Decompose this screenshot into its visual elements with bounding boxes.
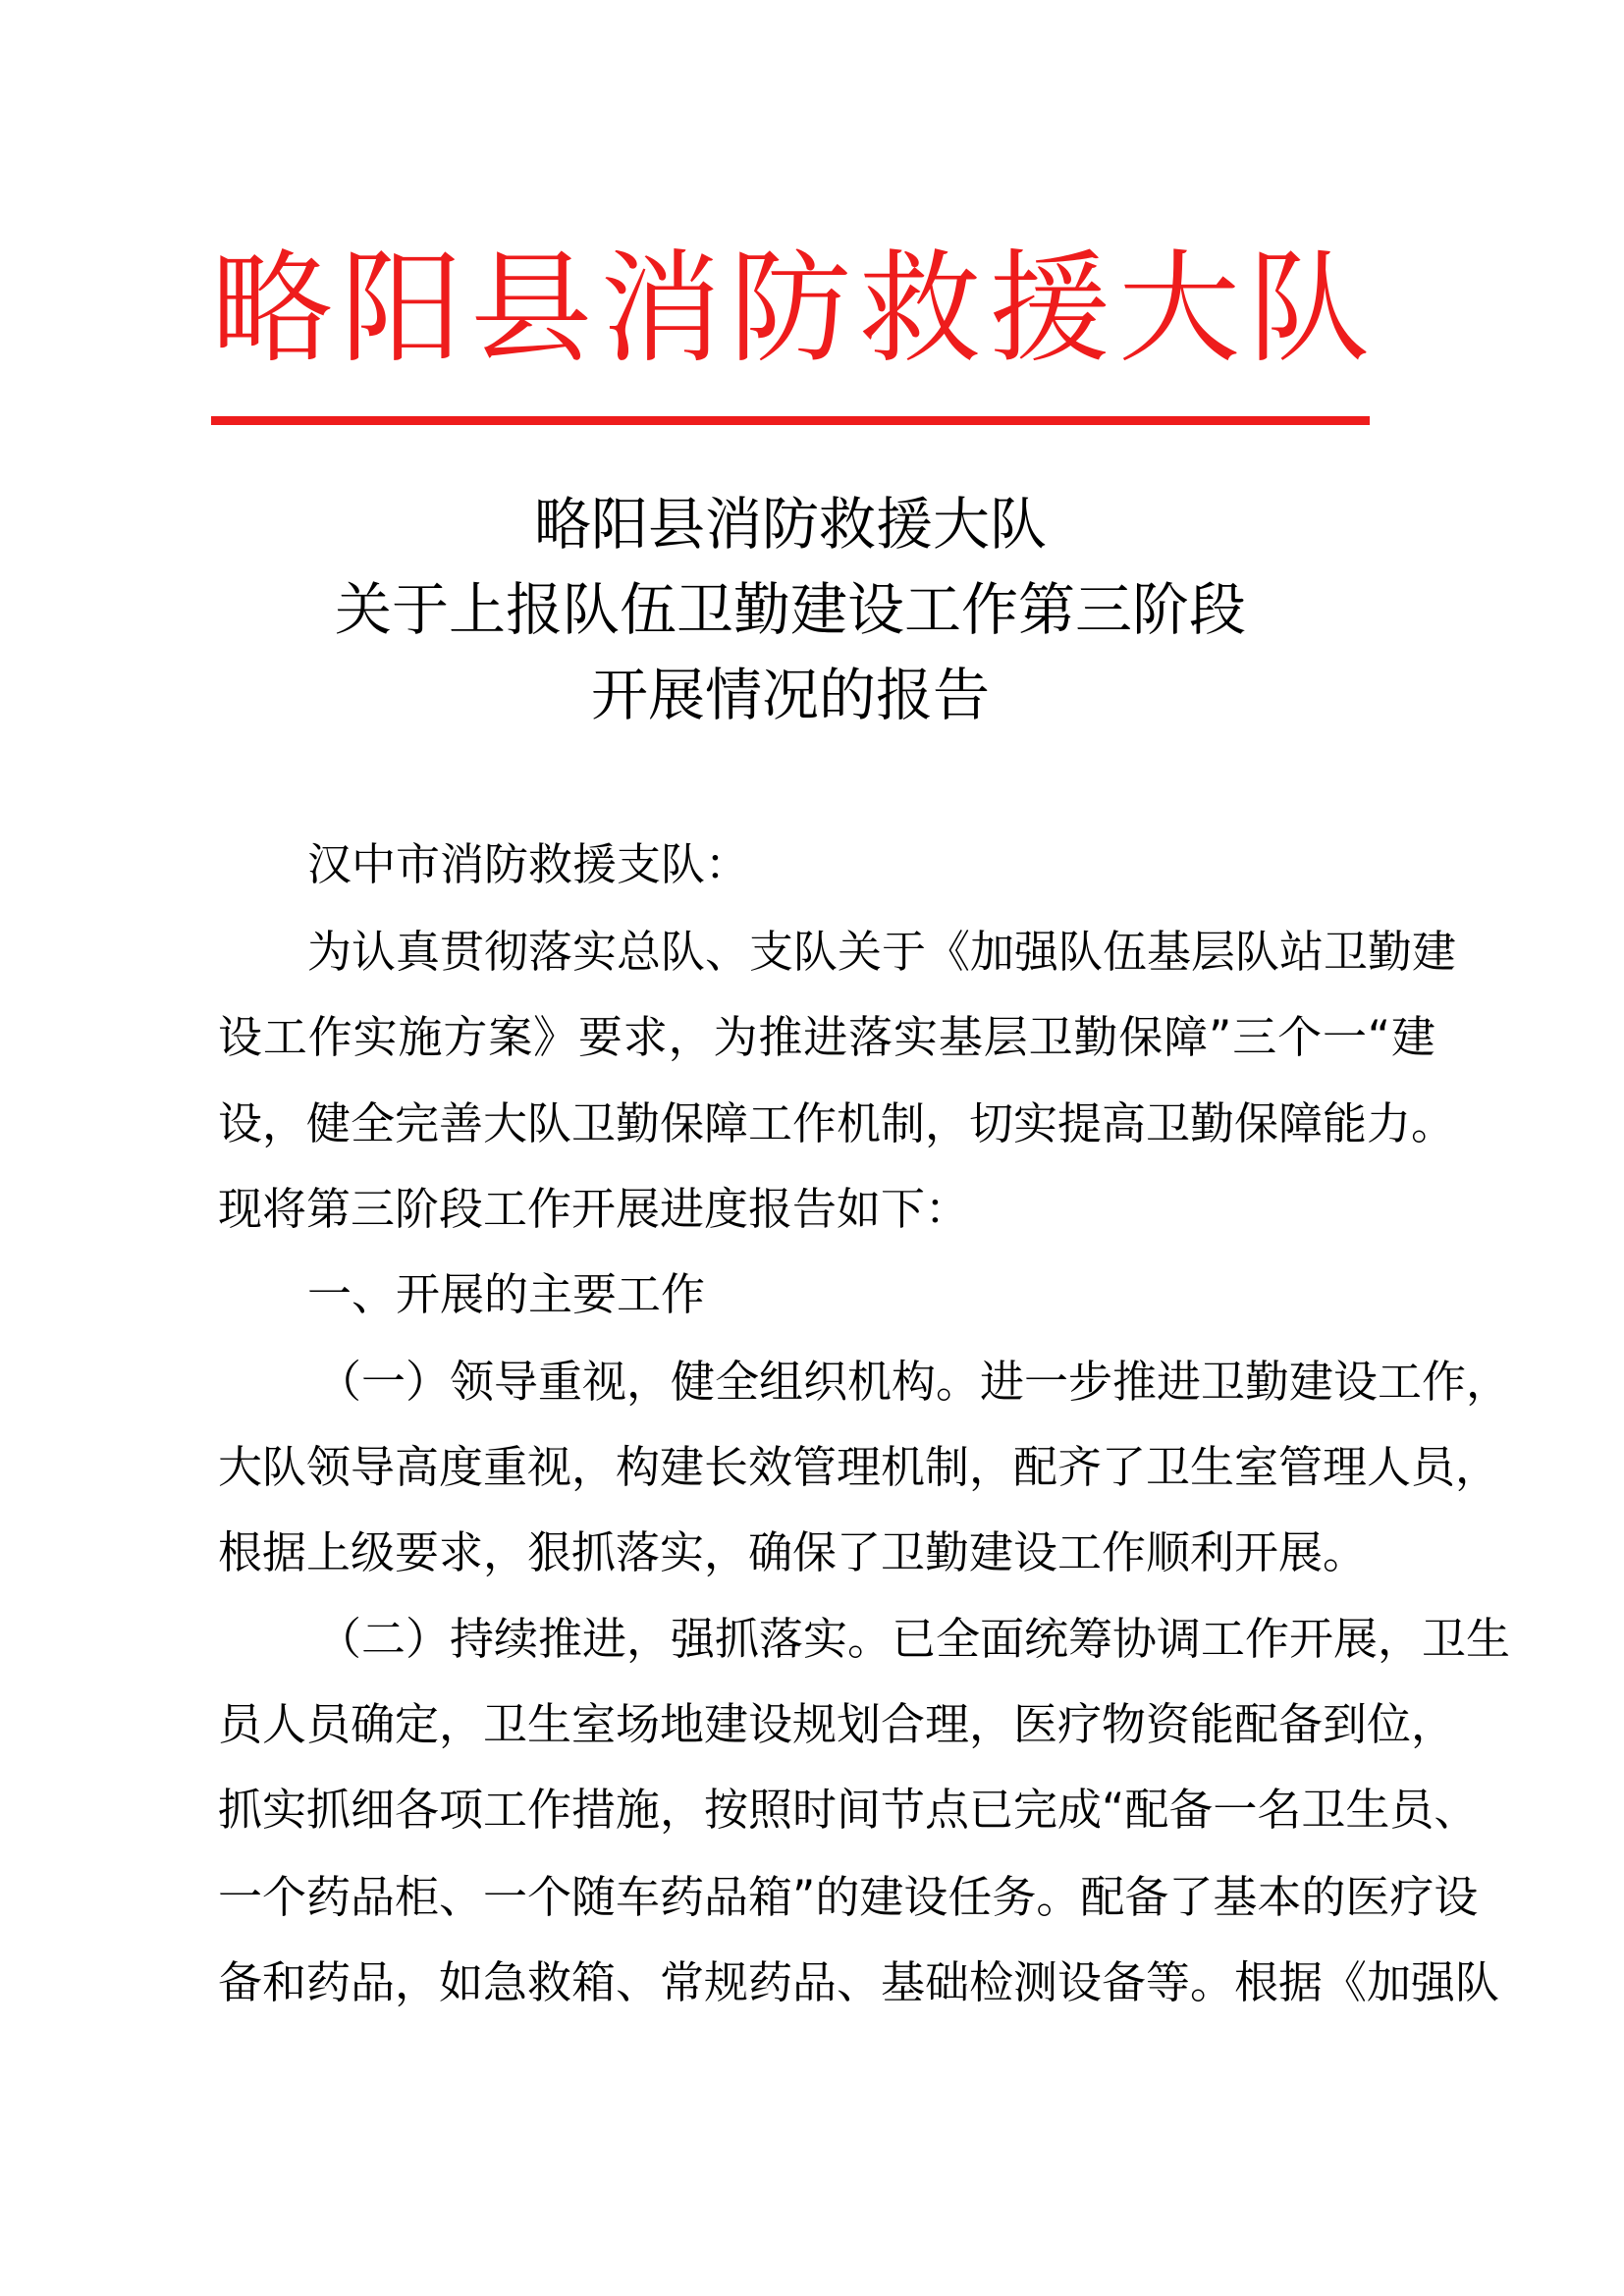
letterhead-red-rule	[211, 416, 1370, 425]
body-line: 抓实抓细各项工作措施，按照时间节点已完成“配备一名卫生员、	[218, 1784, 1479, 1836]
body-line: 设，健全完善大队卫勤保障工作机制，切实提高卫勤保障能力。	[218, 1097, 1456, 1149]
body-line: （一）领导重视，健全组织机构。进一步推进卫勤建设工作，	[317, 1356, 1511, 1408]
letterhead-title: 略阳县消防救援大队	[211, 239, 1379, 380]
body-line: 根据上级要求，狠抓落实，确保了卫勤建设工作顺利开展。	[218, 1526, 1368, 1578]
document-title-line-3: 开展情况的报告	[590, 662, 990, 728]
document-title-line-2: 关于上报队伍卫勤建设工作第三阶段	[334, 576, 1246, 643]
body-line: 设工作实施方案》要求，为推进落实基层卫勤保障”三个一“建	[218, 1011, 1435, 1063]
body-line: 一个药品柜、一个随车药品箱”的建设任务。配备了基本的医疗设	[218, 1871, 1479, 1923]
salutation: 汉中市消防救援支队：	[307, 838, 750, 890]
body-line: （二）持续推进，强抓落实。已全面统筹协调工作开展，卫生	[317, 1613, 1511, 1665]
body-line: 备和药品，如急救箱、常规药品、基础检测设备等。根据《加强队	[218, 1956, 1500, 2008]
body-line: 现将第三阶段工作开展进度报告如下：	[218, 1183, 970, 1235]
document-title-line-1: 略阳县消防救援大队	[533, 491, 1047, 558]
section-heading: 一、开展的主要工作	[307, 1268, 706, 1320]
body-line: 大队领导高度重视，构建长效管理机制，配齐了卫生室管理人员，	[218, 1441, 1500, 1493]
body-line: 员人员确定，卫生室场地建设规划合理，医疗物资能配备到位，	[218, 1698, 1456, 1750]
body-line: 为认真贯彻落实总队、支队关于《加强队伍基层队站卫勤建	[307, 926, 1457, 978]
